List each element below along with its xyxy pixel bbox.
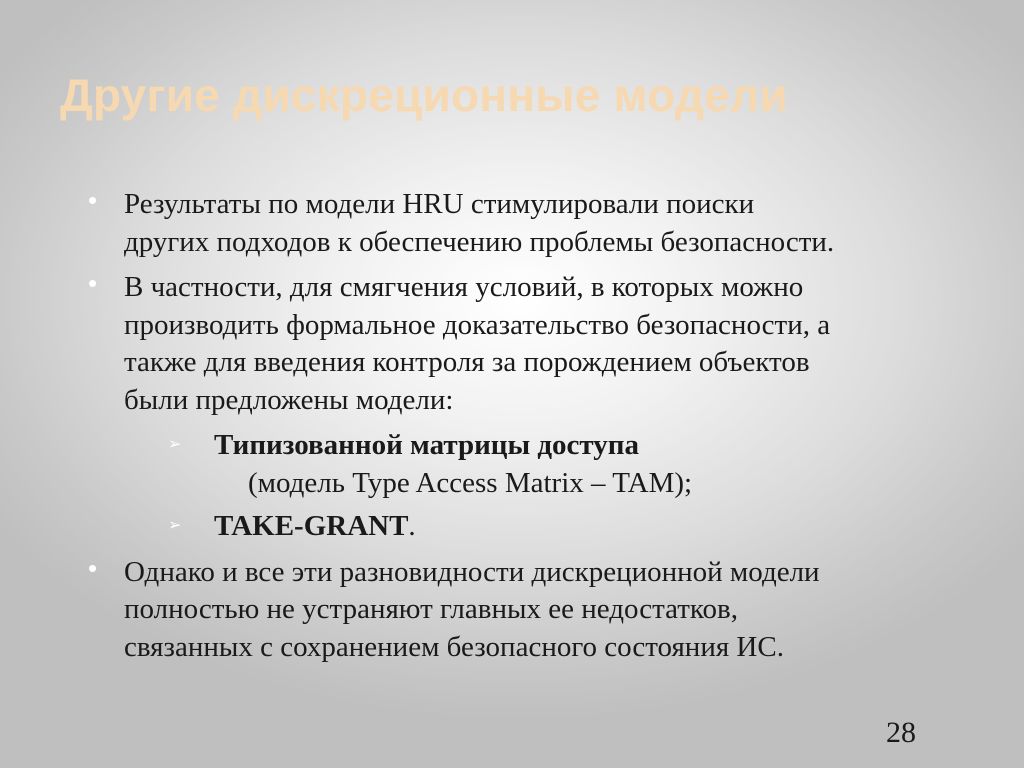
bullet-item: [88, 186, 978, 261]
bullet-line: Однако и все эти разновидности дискреционной модели: [124, 555, 820, 588]
bullet-item: [88, 554, 978, 667]
bullet-line: связанных с сохранением безопасного состояния ИС.: [124, 630, 784, 663]
page-number: 28: [886, 716, 916, 749]
slide-title: Другие дискреционные модели: [60, 69, 788, 121]
bullet-line: также для введения контроля за порождением объектов: [124, 346, 810, 378]
sub-item-title: Типизованной матрицы доступа: [214, 429, 640, 461]
bullet-line: производить формальное доказательство безопасности, а: [124, 308, 831, 341]
arrow-bullet-icon: ➢: [168, 434, 182, 453]
bullet-dot-icon: •: [88, 185, 98, 215]
bullet-line: полностью не устраняют главных ее недостатков,: [124, 593, 738, 625]
bullet-dot-icon: •: [88, 552, 98, 583]
bullet-dot-icon: •: [88, 268, 98, 298]
sub-item: [88, 427, 978, 502]
bullet-line: были предложены модели:: [124, 383, 454, 416]
sub-item: [88, 508, 978, 546]
bullet-line: других подходов к обеспечению проблемы безопасности.: [124, 225, 835, 258]
sub-item-note: (модель Type Access Matrix – TAM);: [248, 466, 693, 499]
slide-content: [88, 186, 978, 668]
bullet-line: В частности, для смягчения условий, в которых можно: [124, 271, 804, 303]
arrow-bullet-icon: ➢: [168, 515, 182, 534]
bullet-item: [88, 269, 978, 419]
sub-item-suffix: .: [408, 510, 416, 542]
sub-item-title: TAKE-GRANT: [214, 510, 409, 542]
bullet-line: Результаты по модели HRU стимулировали поиски: [124, 188, 755, 220]
